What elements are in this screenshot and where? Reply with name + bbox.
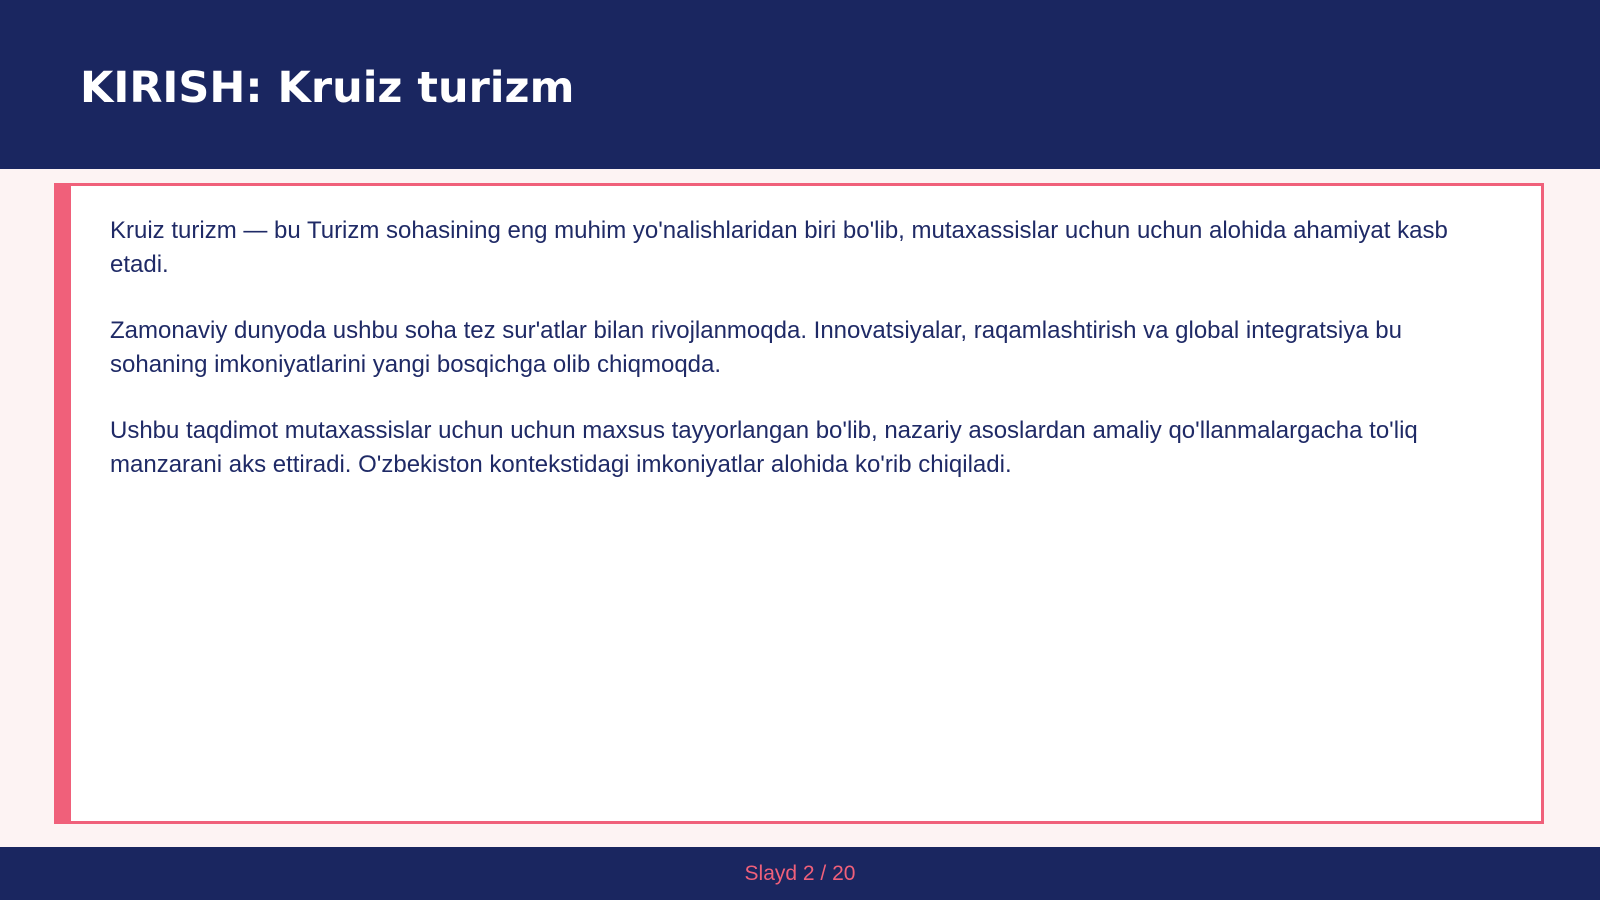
paragraph-development: Zamonaviy dunyoda ushbu soha tez sur'atlar bilan rivojlanmoqda. Innovatsiyalar, raqamlashtirish va global integratsiya bu sohaning imkoniyatlarini yangi bosqichga olib chiqmoqda. xyxy=(110,317,1402,378)
content-card xyxy=(54,183,1544,824)
card-text xyxy=(110,214,1490,514)
paragraph-intro: Kruiz turizm — bu Turizm sohasining eng muhim yo'nalishlaridan biri bo'lib, mutaxassislar uchun uchun alohida ahamiyat kasb etadi. xyxy=(110,217,1448,278)
slide-counter: Slayd 2 / 20 xyxy=(744,862,856,885)
slide-footer xyxy=(0,847,1600,900)
slide-title: KIRISH: Kruiz turizm xyxy=(80,63,575,113)
paragraph-presentation: Ushbu taqdimot mutaxassislar uchun uchun maxsus tayyorlangan bo'lib, nazariy asoslardan amaliy qo'llanmalargacha to'liq manzarani aks ettiradi. O'zbekiston kontekstidagi imkoniyatlar alohida ko'rib chiqiladi. xyxy=(110,417,1418,478)
slide-header xyxy=(0,0,1600,169)
